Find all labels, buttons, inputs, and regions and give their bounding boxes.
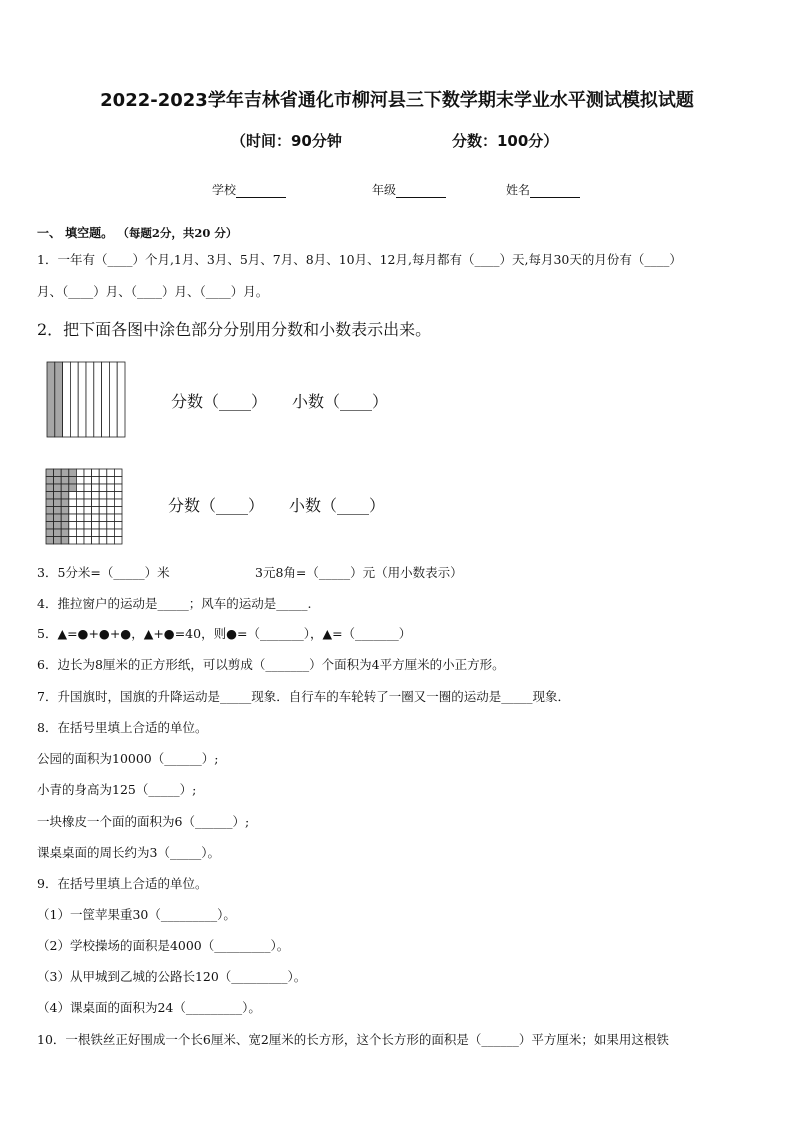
grid-cell xyxy=(54,529,62,537)
grid-cell xyxy=(114,492,122,500)
school-field[interactable] xyxy=(212,181,286,198)
q9-item-1: （1）一筐苹果重30（_________）。 xyxy=(37,907,236,922)
grid-cell xyxy=(84,492,92,500)
grid-cell xyxy=(54,484,62,492)
grid-cell xyxy=(69,537,77,545)
name-blank[interactable] xyxy=(530,185,580,198)
q2-fig2-fraction: 分数（____） xyxy=(168,496,265,515)
grid-cell xyxy=(69,492,77,500)
grid-cell xyxy=(84,484,92,492)
q3-part-b: 3元8角=（_____）元（用小数表示） xyxy=(255,565,463,580)
grid-cell xyxy=(61,484,69,492)
grid-cell xyxy=(114,529,122,537)
school-blank[interactable] xyxy=(236,185,286,198)
grid-cell xyxy=(92,514,100,522)
q8-item-b: 小青的身高为125（_____）; xyxy=(37,782,197,797)
q2-fig1-decimal: 小数（____） xyxy=(292,392,389,411)
q8-item-a: 公园的面积为10000（______）; xyxy=(37,751,219,766)
grid-cell xyxy=(61,492,69,500)
grid-cell xyxy=(69,507,77,515)
grid-cell xyxy=(92,477,100,485)
grid-cell xyxy=(107,529,115,537)
grid-cell xyxy=(46,529,54,537)
grid-cell xyxy=(84,507,92,515)
grid-cell xyxy=(69,499,77,507)
grid-cell xyxy=(54,507,62,515)
q1-line1: 1．一年有（____）个月,1月、3月、5月、7月、8月、10月、12月,每月都有（____）天,每月30天的月份有（____） xyxy=(37,252,682,267)
grid-cell xyxy=(76,499,84,507)
strip-cell xyxy=(102,362,110,437)
strip-cell xyxy=(86,362,94,437)
q8-item-d: 课桌桌面的周长约为3（_____）。 xyxy=(37,845,220,860)
grid-cell xyxy=(107,469,115,477)
grid-cell xyxy=(84,469,92,477)
strip-cell xyxy=(47,362,55,437)
grid-cell xyxy=(114,514,122,522)
grid-cell xyxy=(107,537,115,545)
q2-fig1-fraction: 分数（____） xyxy=(171,392,268,411)
grid-cell xyxy=(92,492,100,500)
q6-text: 6．边长为8厘米的正方形纸，可以剪成（_______）个面积为4平方厘米的小正方形。 xyxy=(37,657,505,672)
grid-cell xyxy=(107,477,115,485)
grade-field[interactable] xyxy=(372,181,446,198)
strip-cell xyxy=(63,362,71,437)
grid-cell xyxy=(69,469,77,477)
grid-cell xyxy=(46,522,54,530)
grid-cell xyxy=(99,469,107,477)
grid-cell xyxy=(76,484,84,492)
grid-cell xyxy=(76,514,84,522)
grid-cell xyxy=(76,477,84,485)
grid-cell xyxy=(54,469,62,477)
name-label: 姓名 xyxy=(506,183,531,197)
grid-cell xyxy=(114,477,122,485)
q1-line2: 月、（____）月、（____）月、（____）月。 xyxy=(37,284,269,299)
q3-part-a: 3．5分米=（_____）米 xyxy=(37,565,170,580)
q9-item-4: （4）课桌面的面积为24（_________）。 xyxy=(37,1000,261,1015)
grid-cell xyxy=(114,507,122,515)
grid-cell xyxy=(92,469,100,477)
grid-cell xyxy=(114,469,122,477)
grid-cell xyxy=(54,514,62,522)
grade-label: 年级 xyxy=(372,183,397,197)
grid-cell xyxy=(61,537,69,545)
strip-cell xyxy=(109,362,117,437)
grid-cell xyxy=(84,529,92,537)
grid-cell xyxy=(107,492,115,500)
grid-cell xyxy=(99,537,107,545)
grid-cell xyxy=(107,484,115,492)
section-title: 一、 填空题。 xyxy=(37,226,114,240)
grid-cell xyxy=(61,522,69,530)
grid-cell xyxy=(99,484,107,492)
grid-cell xyxy=(107,507,115,515)
section-note: （每题2分，共20 分） xyxy=(117,226,238,240)
grid-cell xyxy=(54,477,62,485)
section-heading xyxy=(37,224,237,241)
grid-cell xyxy=(46,492,54,500)
exam-score: 分数：100分） xyxy=(452,132,559,150)
grid-cell xyxy=(107,514,115,522)
grid-cell xyxy=(76,469,84,477)
q9-item-2: （2）学校操场的面积是4000（_________）。 xyxy=(37,938,290,953)
q5-text: 5．▲=●+●+●，▲+●=40，则●=（_______），▲=（_______） xyxy=(37,626,412,641)
grid-cell xyxy=(114,499,122,507)
strip-cell xyxy=(78,362,86,437)
q9-item-3: （3）从甲城到乙城的公路长120（_________）。 xyxy=(37,969,307,984)
grid-cell xyxy=(76,537,84,545)
q8-item-c: 一块橡皮一个面的面积为6（______）; xyxy=(37,814,250,829)
grid-cell xyxy=(92,529,100,537)
grid-cell xyxy=(69,484,77,492)
grid-cell xyxy=(99,477,107,485)
q2-text: 2．把下面各图中涂色部分分别用分数和小数表示出来。 xyxy=(37,320,432,339)
figure-strips xyxy=(46,361,126,438)
grid-cell xyxy=(99,522,107,530)
q9-text: 9．在括号里填上合适的单位。 xyxy=(37,876,208,891)
grid-cell xyxy=(99,499,107,507)
grid-cell xyxy=(92,522,100,530)
grid-cell xyxy=(54,522,62,530)
strip-cell xyxy=(117,362,125,437)
exam-title: 2022-2023学年吉林省通化市柳河县三下数学期末学业水平测试模拟试题 xyxy=(100,90,694,111)
grid-cell xyxy=(46,514,54,522)
school-label: 学校 xyxy=(212,183,237,197)
grid-cell xyxy=(76,492,84,500)
grid-cell xyxy=(84,499,92,507)
grid-cell xyxy=(69,522,77,530)
grid-cell xyxy=(61,477,69,485)
grid-cell xyxy=(76,522,84,530)
grid-cell xyxy=(61,514,69,522)
grid-cell xyxy=(54,492,62,500)
q10-text: 10．一根铁丝正好围成一个长6厘米、宽2厘米的长方形，这个长方形的面积是（______）平方厘米；如果用这根铁 xyxy=(37,1032,669,1047)
grid-cell xyxy=(92,507,100,515)
grid-cell xyxy=(92,499,100,507)
grid-cell xyxy=(92,484,100,492)
q2-fig2-decimal: 小数（____） xyxy=(289,496,386,515)
exam-time: （时间：90分钟 xyxy=(231,132,342,150)
grid-cell xyxy=(46,507,54,515)
grid-cell xyxy=(61,507,69,515)
grid-cell xyxy=(107,499,115,507)
strip-cell xyxy=(94,362,102,437)
grid-cell xyxy=(99,507,107,515)
grid-cell xyxy=(84,477,92,485)
grid-cell xyxy=(46,477,54,485)
grid-cell xyxy=(76,529,84,537)
name-field[interactable] xyxy=(506,181,580,198)
grid-cell xyxy=(114,537,122,545)
grid-cell xyxy=(46,469,54,477)
grid-cell xyxy=(54,499,62,507)
grid-cell xyxy=(69,477,77,485)
grid-cell xyxy=(61,499,69,507)
grid-cell xyxy=(54,537,62,545)
grid-cell xyxy=(99,492,107,500)
grid-cell xyxy=(107,522,115,530)
grid-cell xyxy=(99,529,107,537)
q8-text: 8．在括号里填上合适的单位。 xyxy=(37,720,208,735)
grid-cell xyxy=(84,537,92,545)
q7-text: 7．升国旗时，国旗的升降运动是_____现象．自行车的车轮转了一圈又一圈的运动是_____现象． xyxy=(37,689,570,704)
grid-cell xyxy=(84,522,92,530)
grid-cell xyxy=(69,529,77,537)
grid-cell xyxy=(92,537,100,545)
grid-cell xyxy=(114,522,122,530)
grid-cell xyxy=(76,507,84,515)
grid-cell xyxy=(61,469,69,477)
grid-cell xyxy=(46,499,54,507)
grid-cell xyxy=(46,537,54,545)
grid-cell xyxy=(84,514,92,522)
grid-cell xyxy=(46,484,54,492)
grid-cell xyxy=(114,484,122,492)
q4-text: 4．推拉窗户的运动是_____；风车的运动是_____. xyxy=(37,596,312,611)
strip-cell xyxy=(70,362,78,437)
grid-cell xyxy=(61,529,69,537)
grid-cell xyxy=(99,514,107,522)
grid-cell xyxy=(69,514,77,522)
grade-blank[interactable] xyxy=(396,185,446,198)
strip-cell xyxy=(55,362,63,437)
figure-grid xyxy=(45,468,123,545)
